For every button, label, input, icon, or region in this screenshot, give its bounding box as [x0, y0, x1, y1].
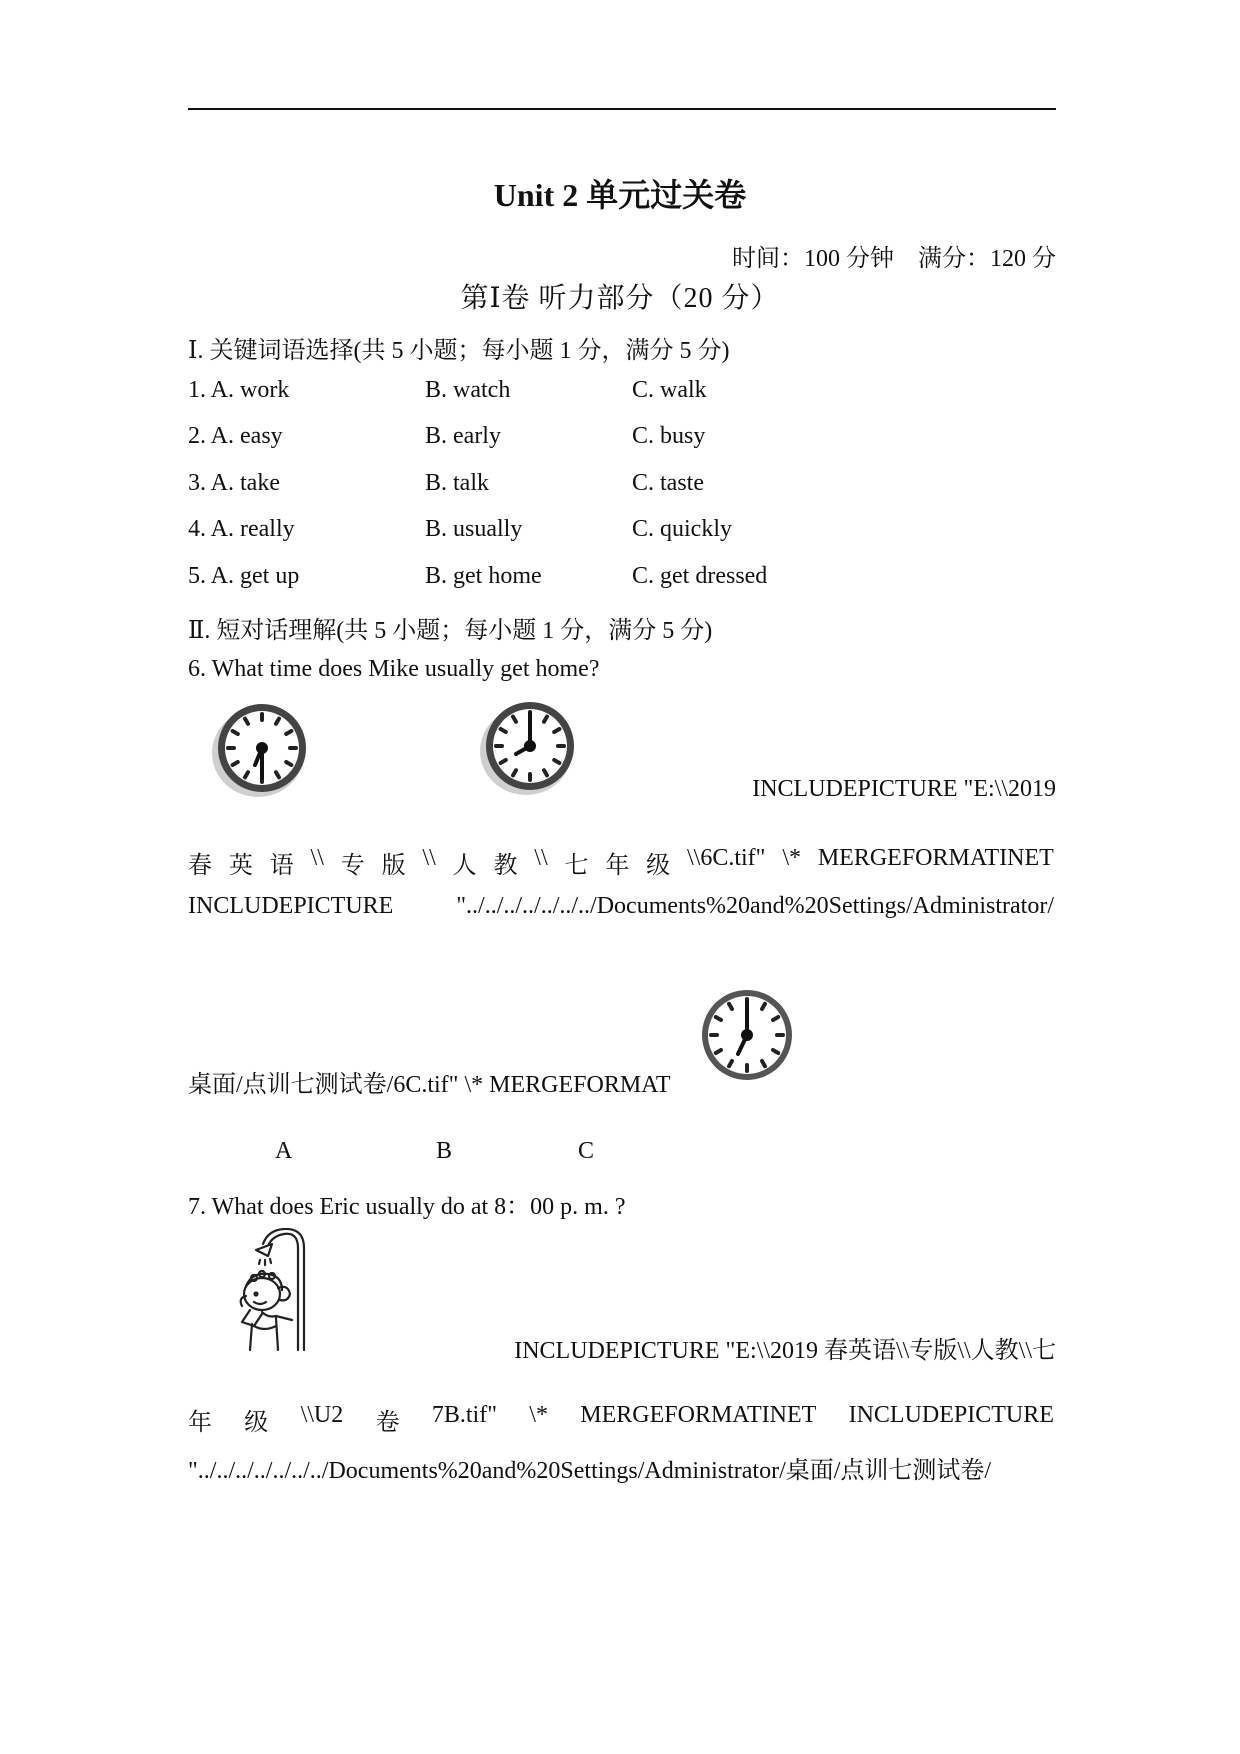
part-title: 第Ⅰ卷 听力部分（20 分） [460, 283, 780, 314]
option-label-b: B [436, 1138, 453, 1164]
field-token: \* [782, 845, 801, 871]
option-c: C. busy [632, 423, 706, 449]
field-token: INCLUDEPICTURE [848, 1402, 1054, 1428]
option-b: B. early [425, 423, 501, 449]
option-a: 5. A. get up [188, 563, 300, 589]
field-token: MERGEFORMATINET [580, 1402, 817, 1428]
field-token: 卷 [375, 1410, 400, 1436]
option-b: B. watch [425, 377, 511, 403]
field-token: 年 [605, 853, 630, 879]
option-b: B. talk [425, 470, 489, 496]
exam-meta: 时间：100 分钟 满分：120 分 [732, 246, 1056, 272]
field-token: 人 [452, 853, 477, 879]
field-token: \\U2 [300, 1402, 344, 1428]
option-b: B. usually [425, 516, 523, 542]
clock-icon-7-00 [700, 988, 794, 1082]
field-token: 级 [244, 1410, 269, 1436]
q7-field-code-line3: "../../../../../../../Documents%20and%20Settings/Administrator/桌面/点训七测试卷/ [188, 1458, 992, 1484]
field-token: \* [529, 1402, 548, 1428]
field-token: MERGEFORMATINET [817, 845, 1054, 871]
field-token: \\ [534, 845, 548, 871]
question-6: 6. What time does Mike usually get home? [188, 656, 600, 682]
shower-boy-icon [232, 1228, 316, 1354]
section1-heading: Ⅰ. 关键词语选择(共 5 小题；每小题 1 分，满分 5 分) [188, 338, 730, 364]
field-token: \\ [310, 845, 324, 871]
option-a: 4. A. really [188, 516, 295, 542]
field-token: 七 [564, 853, 589, 879]
field-token: 级 [646, 853, 671, 879]
q7-field-code-line2 [188, 1402, 1054, 1437]
option-a: 1. A. work [188, 377, 290, 403]
field-token: 7B.tif" [431, 1402, 497, 1428]
question-7: 7. What does Eric usually do at 8：00 p. m. ? [188, 1194, 626, 1220]
option-label-a: A [275, 1138, 293, 1164]
option-c: C. get dressed [632, 563, 768, 589]
page-title: Unit 2 单元过关卷 [493, 177, 747, 213]
option-c: C. quickly [632, 516, 732, 542]
q6-field-code-line4: 桌面/点训七测试卷/6C.tif" \* MERGEFORMAT [188, 1072, 671, 1098]
q6-field-code-line3 [188, 893, 1054, 920]
field-token: 专 [340, 853, 365, 879]
field-token: 教 [493, 853, 518, 879]
field-token: "../../../../../../../Documents%20and%20Settings/Administrator/ [456, 893, 1054, 919]
q6-field-code-line2 [188, 845, 1054, 880]
option-c: C. walk [632, 377, 707, 403]
option-b: B. get home [425, 563, 542, 589]
option-label-c: C [578, 1138, 595, 1164]
q6-field-code-line1: INCLUDEPICTURE "E:\\2019 [752, 776, 1056, 802]
clock-icon-8-00 [478, 698, 582, 796]
clock-icon-6-30 [210, 700, 314, 798]
q7-field-code-line1: INCLUDEPICTURE "E:\\2019 春英语\\专版\\人教\\七 [514, 1338, 1056, 1364]
field-token: 年 [188, 1410, 212, 1436]
field-token: 语 [269, 853, 294, 879]
option-a: 2. A. easy [188, 423, 283, 449]
field-token: 版 [381, 853, 406, 879]
field-token: 英 [228, 853, 253, 879]
field-token: \\6C.tif" [687, 845, 766, 871]
field-token: 春 [188, 853, 212, 879]
header-rule [188, 108, 1056, 110]
field-token: \\ [422, 845, 436, 871]
field-token: INCLUDEPICTURE [188, 893, 394, 919]
option-c: C. taste [632, 470, 704, 496]
section2-heading: Ⅱ. 短对话理解(共 5 小题；每小题 1 分，满分 5 分) [188, 618, 713, 644]
option-a: 3. A. take [188, 470, 280, 496]
